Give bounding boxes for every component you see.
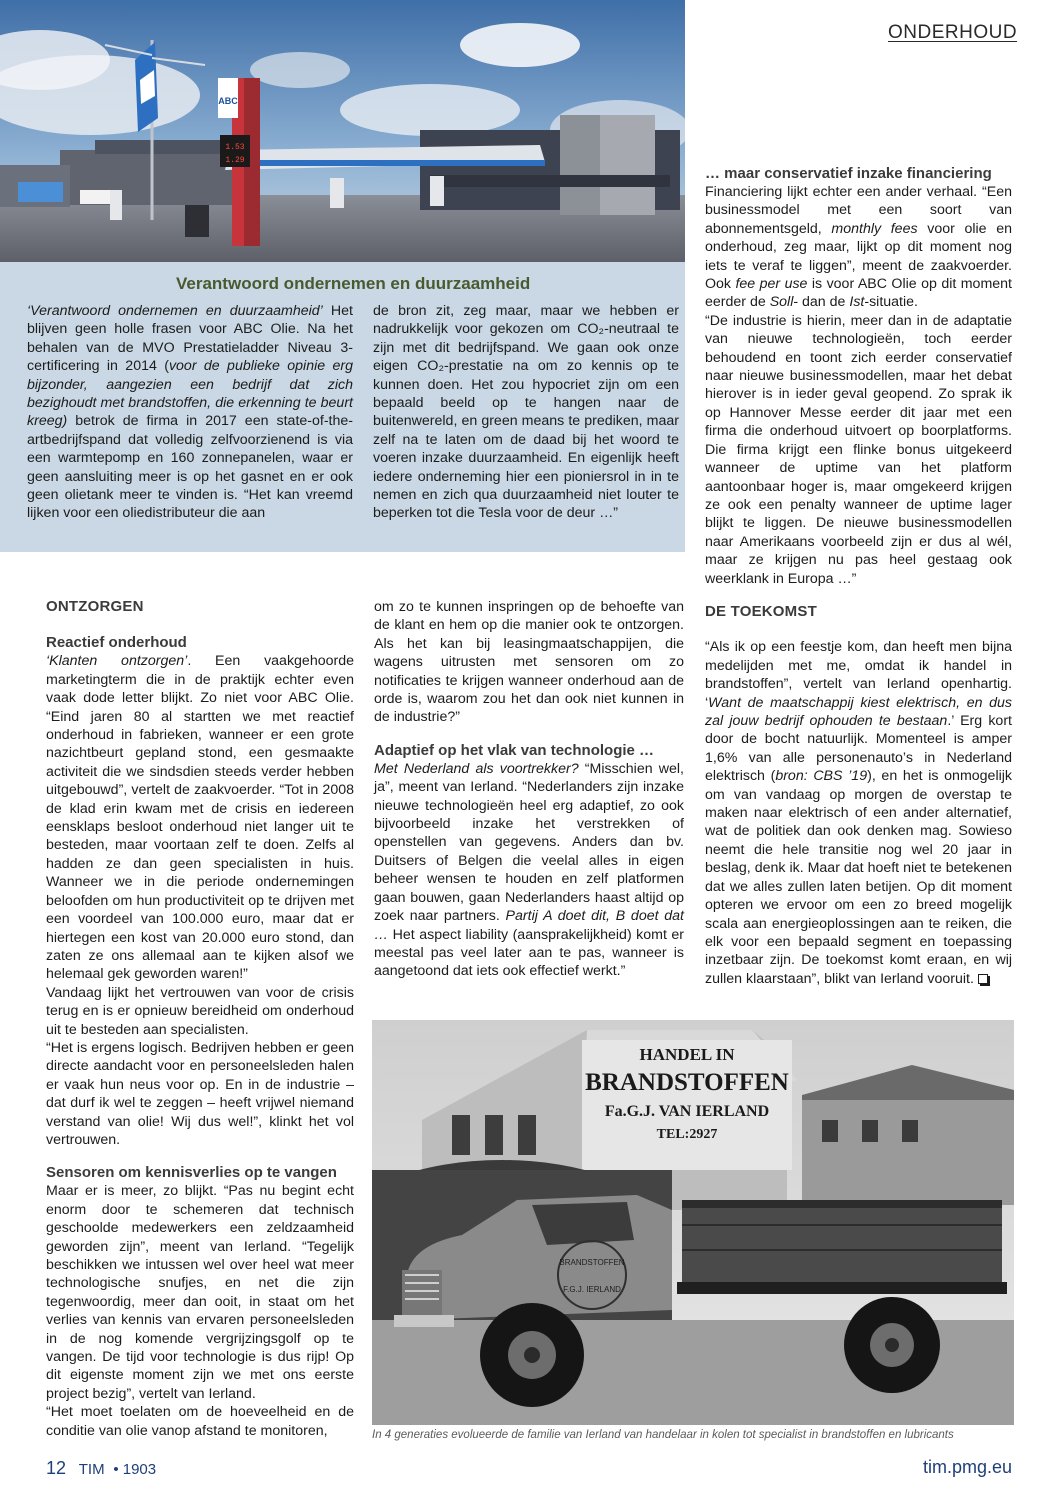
paragraph: Vandaag lijkt het vertrouwen van voor de crisis terug en is er opnieuw bereidheid om onderhoud uit te besteden aan specialisten. <box>46 984 354 1038</box>
subheading-reactief-onderhoud: Reactief onderhoud <box>46 634 187 652</box>
article-column-right <box>705 164 1012 588</box>
subheading-sensoren: Sensoren om kennisverlies op te vangen <box>46 1164 337 1182</box>
article-column-middle <box>374 598 684 981</box>
paragraph: Met Nederland als voortrekker? “Misschien wel, ja”, meent van Ierland. “Nederlanders zijn inzake nieuwe technologieën heel erg adaptief, zo ook bijvoorbeeld inzake het verstrekken of openstellen van gegevens. Anders dan bv. Duitsers of Belgen die veelal alles in eigen beheer wensen te houden en zelf platformen gaan bouwen, gaan Nederlanders haast altijd op zoek naar partners. Partij A doet dit, B doet dat … Het aspect liability (aansprakelijkheid) komt er meestal pas veel later aan te pas, wanneer is aangetoond dat iets ook effectief werkt.” <box>374 760 684 980</box>
paragraph: “Het moet toelaten om de hoeveelheid en de conditie van olie vanop afstand te monitoren, <box>46 1404 354 1439</box>
paragraph: “De industrie is hierin, meer dan in de adaptatie van nieuwe technologieën, toch eerder behoudend en toont zich eerder conservatief naar nieuwe businessmodellen, maar het debat hierover is in ieder geval geopend. Zo sprak ik op Hannover Messe eerder dit jaar met een firma die onderhoud uitvoert op boorplatforms. Die firma krijgt een flinke bonus uitgekeerd wanneer de uptime van het platform aantoonbaar hoger is, maar omgekeerd krijgen ze ook een penalty wanneer de uptime lager blijkt te liggen. De nieuwe businessmodellen naar Amerikaans voorbeeld zijn er dus al wél, maar ze krijgen nu pas heel gestaag ook weerklank in Europa …” <box>705 312 1012 587</box>
svg-text:Fa.G.J. VAN IERLAND: Fa.G.J. VAN IERLAND <box>604 1103 770 1120</box>
svg-text:BRANDSTOFFEN: BRANDSTOFFEN <box>585 1069 789 1096</box>
sidebar-box-column-1: ‘Verantwoord ondernemen en duurzaamheid’ Het blijven geen holle frasen voor ABC Olie. Na het behalen van de MVO Prestatieladder Niveau 3-certificering in 2014 (voor de publieke opinie erg bijzonder, aangezien een bedrijf dat zich bezighoudt met brandstoffen, die erkenning te beurt kreeg) betrok de firma in 2017 een state-of-the-artbedrijfspand dat volledig zelfvoorzienend is via een warmtepomp en 160 zonnepanelen, waar er geen aansluiting meer is op het gasnet en er ook geen olietank meer te vinden is. “Het kan vreemd lijken voor een oliedistributeur die aan <box>27 303 353 522</box>
svg-text:1.29: 1.29 <box>225 156 245 165</box>
svg-text:BRANDSTOFFEN: BRANDSTOFFEN <box>559 1258 625 1267</box>
svg-text:HANDEL IN: HANDEL IN <box>639 1045 735 1064</box>
paragraph: ‘Klanten ontzorgen’. Een vaakgehoorde marketingterm die in de praktijk echter even vaak dode letter blijkt. Zo niet voor ABC Olie. “Eind jaren 80 al startten we met reactief onderhoud in fabrieken, wanneer er een grote nazichtbeurt gepland stond, een gesmaakte activiteit die we sindsdien steeds verder hebben uitgebouwd”, vertelt de zaakvoerder. “Tot in 2008 de klad erin kwam met de crisis en iedereen eensklaps besloot onderhoud niet langer uit te besteden, maar voortaan zelf te doen. Zelfs al hadden ze dan geen specialisten in huis. Wanneer we in die periode ondernemingen beloofden om hun productiviteit op te drijven met een voordeel van 100.000 euro, maar dat er hiertegen een kost van 20.000 euro stond, dan zaten ze ons allemaal aan te kijken alsof we helemaal gek geworden waren!” <box>46 653 354 983</box>
section-heading-toekomst: DE TOEKOMST <box>705 603 817 620</box>
end-of-article-icon <box>978 974 988 984</box>
paragraph: om zo te kunnen inspringen op de behoefte van de klant en hem op die manier ook te ontzorgen. Als het kan bij leasingmaatschappijen, die wagens uitrusten met sensoren om zo notificaties te krijgen wanneer onderhoud aan de orde is, waarom zou het dan ook niet kunnen in de industrie?” <box>374 599 684 726</box>
svg-text:1.53: 1.53 <box>225 143 245 152</box>
website-url: tim.pmg.eu <box>922 1457 1012 1477</box>
paragraph: “Als ik op een feestje kom, dan heeft men bijna medelijden met me, omdat ik handel in brandstoffen”, vertelt van Ierland openhartig. ‘Want de maatschappij kiest elektrisch, en dus zal jouw bedrijf ophouden te bestaan.’ Erg kort door de bocht natuurlijk. Momenteel is amper 1,6% van alle personenauto’s in Nederland elektrisch (bron: CBS ’19), en het is onmogelijk om van vandaag op morgen de overstap te maken naar elektrisch of een ander alternatief, wat de politiek dan ook denken mag. Sowieso neemt die hele transitie nog wel 20 jaar in beslag, denk ik. Maar dat hoeft niet te betekenen dat we alles zullen laten betijen. Op dit moment opteren we ervoor om een zo breed mogelijk scala aan energieoplossingen aan te reiken, die elk voor een bepaald segment en toepassing inzetbaar zijn. De toekomst komt eraan, en wij zullen klaarstaan”, blikt van Ierland vooruit. <box>705 639 1012 987</box>
subheading-financiering: … maar conservatief inzake financiering <box>705 165 992 182</box>
gas-station-photo <box>0 0 685 262</box>
sidebar-box-column-2: de bron zit, zeg maar, maar we hebben er nadrukkelijk voor gekozen om CO₂-neutraal te zijn met dit bedrijfspand. We gaan ook onze eigen CO₂-prestatie na om zo kennis op te kunnen doen. Het zou hypocriet zijn om een bepaald beeld op te hangen naar de buitenwereld, en green means te prediken, maar zelf na te laten om de daad bij het woord te voeren inzake duurzaamheid. En eigenlijk heeft iedere onderneming hier een pioniersrol in in te nemen en zich qua duurzaamheid niet louter te beperken tot die Tesla voor de deur …” <box>373 303 679 522</box>
section-label: ONDERHOUD <box>888 22 1018 43</box>
photo-caption: In 4 generaties evolueerde de familie van Ierland van handelaar in kolen tot specialist in brandstoffen en lubricants <box>372 1429 954 1441</box>
svg-text:F.G.J. IERLAND: F.G.J. IERLAND <box>563 1285 621 1294</box>
page-footer-left <box>46 1458 156 1479</box>
issue-number: • 1903 <box>113 1461 157 1478</box>
vintage-truck-photo <box>372 1020 1014 1425</box>
paragraph: Financiering lijkt echter een ander verhaal. “Een businessmodel met een soort van abonnementsgeld, monthly fees voor olie en onderhoud, zeg maar, lijkt op dit moment nog iets te veraf te liggen”, meent de zaakvoerder. Ook fee per use is voor ABC Olie op dit moment eerder de Soll- dan de Ist-situatie. <box>705 184 1012 311</box>
article-column-left <box>46 598 354 1440</box>
svg-text:ABC: ABC <box>218 96 238 106</box>
magazine-name: TIM <box>78 1461 105 1478</box>
page-number: 12 <box>46 1458 67 1478</box>
paragraph: “Het is ergens logisch. Bedrijven hebben er geen directe aandacht voor en personeelsleden halen er vaak hun neus voor op. En in de industrie – dat durf ik wel te zeggen – heeft vrijwel niemand verstand van olie! Wij dus wel!”, klinkt het vol vertrouwen. <box>46 1039 354 1148</box>
section-heading-ontzorgen: ONTZORGEN <box>46 598 144 615</box>
article-column-right-lower <box>705 603 1012 988</box>
paragraph: Maar er is meer, zo blijkt. “Pas nu begint echt enorm door te schemeren dat technisch geschoolde medewerkers een zeldzaamheid geworden zijn”, meent van Ierland. “Tegelijk beschikken we intussen wel over heel wat meer technologische snufjes, en net die zijn tegenwoordig, meer dan ooit, in staat om het verlies van kennis van ervaren personeelsleden in de nog komende vergrijzingsgolf op te vangen. De tijd voor technologie is dus rijp! Op dit eigenste moment zijn we met ons eerste project bezig”, vertelt van Ierland. <box>46 1183 354 1402</box>
subheading-adaptief: Adaptief op het vlak van technologie … <box>374 741 655 759</box>
sidebar-box-title: Verantwoord ondernemen en duurzaamheid <box>176 274 531 293</box>
svg-text:TEL:2927: TEL:2927 <box>656 1127 718 1142</box>
